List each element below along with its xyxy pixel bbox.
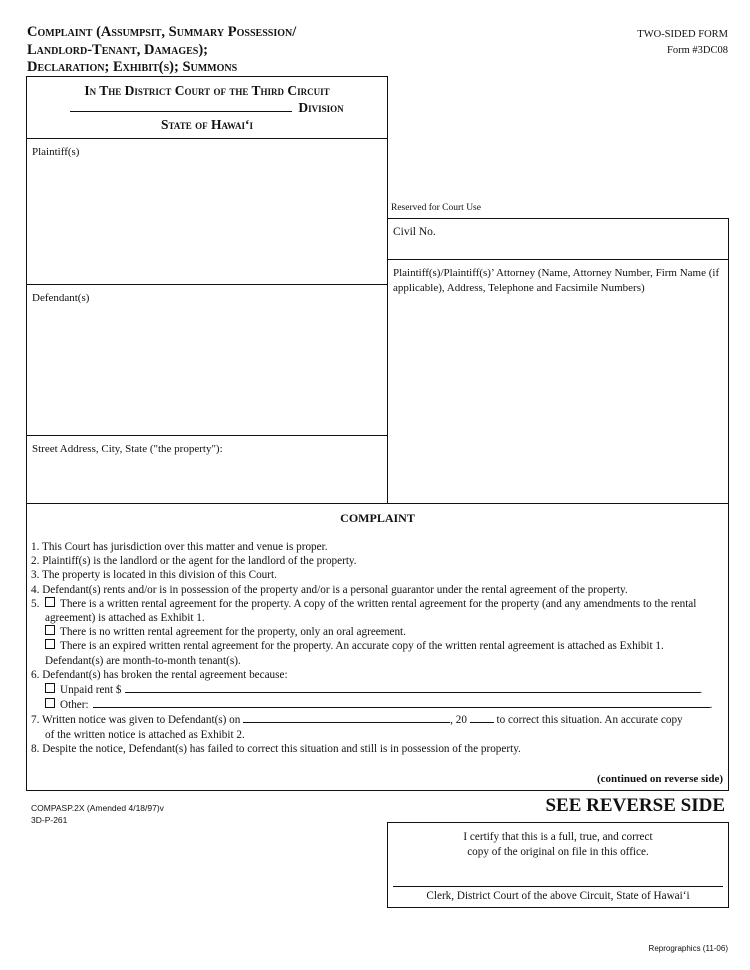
form-revision [31, 802, 164, 826]
item-7-text-b: , 20 [450, 714, 467, 727]
form-title-line: Declaration; Exhibit(s); Summons [27, 59, 238, 75]
item-7-text-a: 7. Written notice was given to Defendant(s) on [31, 714, 241, 727]
clerk-signature-line[interactable] [393, 886, 723, 887]
item-5c-text: There is an expired written rental agreement for the property. An accurate copy of the written rental agreement is attached as Exhibit 1. Defendant(s) are month-to-month tenant(s). [45, 640, 664, 667]
plaintiff-box[interactable] [26, 138, 388, 285]
cert-line-2: copy of the original on file in this office. [467, 846, 649, 858]
item-5b-text: There is no written rental agreement for the property, only an oral agreement. [60, 626, 406, 639]
plaintiff-label: Plaintiff(s) [32, 146, 80, 158]
expired-agreement-checkbox[interactable] [45, 639, 55, 649]
complaint-item-5a [31, 597, 724, 625]
complaint-item-2: 2. Plaintiff(s) is the landlord or the agent for the landlord of the property. [31, 555, 357, 568]
street-address-box[interactable] [26, 435, 388, 504]
complaint-title: COMPLAINT [340, 511, 415, 525]
written-agreement-checkbox[interactable] [45, 597, 55, 607]
unpaid-rent-checkbox[interactable] [45, 683, 55, 693]
complaint-item-6a: Unpaid rent $ . [31, 682, 724, 697]
other-reason-label: Other: [60, 699, 89, 712]
division-line [27, 100, 387, 116]
complaint-item-7 [31, 712, 724, 727]
reserved-court-use: Reserved for Court Use [391, 203, 481, 213]
form-print-code: 3D-P-261 [31, 815, 68, 825]
street-address-label: Street Address, City, State ("the property"): [32, 443, 223, 455]
complaint-section [26, 503, 729, 791]
notice-date-field[interactable] [243, 712, 450, 723]
complaint-item-5c [31, 639, 724, 667]
attorney-label: Plaintiff(s)/Plaintiff(s)’ Attorney (Name, Attorney Number, Firm Name (if applicable), Address, Telephone and Facsimile Numbers) [393, 267, 720, 294]
form-revision-code: COMPASP.2X (Amended 4/18/97)v [31, 803, 164, 813]
attorney-box[interactable] [387, 259, 729, 504]
defendant-label: Defendant(s) [32, 292, 90, 304]
complaint-item-4: 4. Defendant(s) rents and/or is in possession of the property and/or is a personal guarantor under the rental agreement of the property. [31, 583, 628, 596]
other-reason-checkbox[interactable] [45, 698, 55, 708]
division-blank[interactable] [70, 100, 292, 112]
form-title-line: Landlord-Tenant, Damages); [27, 41, 209, 58]
form-number: Form #3DC08 [667, 45, 728, 56]
division-label: Division [298, 100, 344, 115]
complaint-item-1: 1. This Court has jurisdiction over this matter and venue is proper. [31, 541, 328, 553]
civil-no-label: Civil No. [393, 226, 436, 238]
notice-year-field[interactable] [470, 712, 494, 723]
other-reason-field[interactable] [93, 697, 710, 708]
oral-agreement-checkbox[interactable] [45, 625, 55, 635]
reprographics-code: Reprographics (11-06) [648, 944, 728, 953]
complaint-item-6: 6. Defendant(s) has broken the rental agreement because: [31, 668, 288, 681]
cert-line-1: I certify that this is a full, true, and correct [463, 831, 653, 843]
continued-note: (continued on reverse side) [597, 773, 723, 785]
complaint-items [31, 540, 724, 756]
item-5a-text: There is a written rental agreement for the property. A copy of the written rental agreement for the property (and any amendments to the rental agreement) is attached as Exhibit 1. [45, 597, 697, 625]
unpaid-rent-field[interactable] [125, 682, 700, 693]
civil-no-box[interactable] [387, 218, 729, 260]
item-5-number: 5. [31, 597, 40, 610]
form-id-block [637, 27, 728, 59]
item-7-text-c: to correct this situation. An accurate copy [496, 714, 683, 727]
certification-box [387, 822, 729, 908]
complaint-item-6b: Other: . [31, 697, 724, 712]
complaint-item-5b [31, 625, 724, 639]
form-title [27, 24, 296, 77]
court-name: In The District Court of the Third Circuit [84, 83, 330, 98]
unpaid-rent-label: Unpaid rent $ [60, 684, 122, 697]
complaint-item-7-cont: of the written notice is attached as Exhibit 2. [45, 728, 245, 741]
form-title-line: Complaint (Assumpsit, Summary Possession/ [27, 24, 297, 40]
state-name: State of Hawai‘i [161, 117, 253, 132]
complaint-item-3: 3. The property is located in this division of this Court. [31, 569, 277, 582]
court-caption [26, 76, 388, 139]
see-reverse-side: SEE REVERSE SIDE [545, 795, 725, 816]
clerk-label: Clerk, District Court of the above Circuit, State of Hawai‘i [426, 890, 690, 902]
defendant-box[interactable] [26, 284, 388, 436]
complaint-item-8: 8. Despite the notice, Defendant(s) has failed to correct this situation and still is in possession of the property. [31, 742, 521, 755]
two-sided-label: TWO-SIDED FORM [637, 29, 728, 40]
